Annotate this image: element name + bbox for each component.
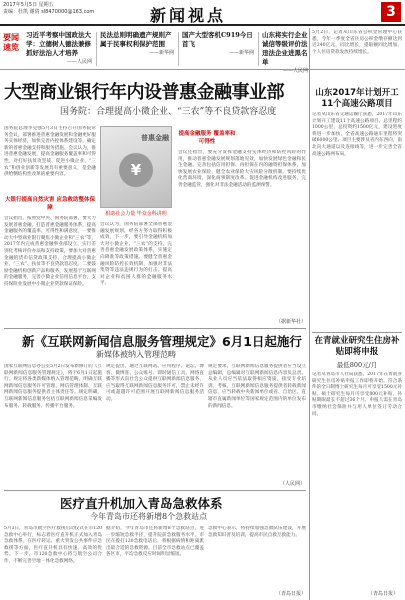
photo-tag: 普惠金融 (141, 133, 169, 142)
section-divider (4, 490, 306, 491)
news-brief-label: 要闻速览 (3, 32, 19, 52)
main-article-body: 会议还指出，要充分发挥金融支持实体经济和防控风险的作用，推动普惠金融发展规划落地见效，加快发展绿色金融和民生金融。完善包括信用担保、再担保在内的融资担保体系，加快发展农业保险，健全农业保险大灾风险分散机制。要持续优化营商环境，深化商事制度改革。促进金融机构改进服务，完善金融监管，强化对非法金融活动的监测预警。 (178, 150, 306, 188)
article2-subhead: 新媒体被纳入管理范畴 (96, 350, 176, 359)
article-source: （人民网） (280, 481, 306, 487)
main-article-body: 会议认为，国务院部署全部普惠金融发展规划，经各方努力取得积极成效。下一步，要引导金融机构加大对小微企业、“三农”的支持，完善普惠金融发展政策体系，实施定向降准等政策措施。要健全普惠金融风险防控长效机制，加强对非法集资等违法违规行为的打击。提高对企业和贫困人群的金融服务水平。 (100, 222, 172, 287)
news-brief-item[interactable] (262, 31, 308, 76)
news-brief-text: 国产大型客机C919今日首飞 (182, 31, 253, 48)
section-title: 新闻视点 (150, 6, 227, 25)
article2-body: 规定提出，通过互联网站、应用程序、论坛、博客、微博客、公众账号、即时通信工具、网络直播等形式向社会公众提供互联网新闻信息服务，应当取得互联网新闻信息服务许可，禁止未经许可或超越许可范围开展互联网新闻信息服务活动。 (106, 364, 204, 402)
page-header (0, 0, 405, 26)
divider (178, 32, 179, 66)
section-divider (312, 332, 402, 333)
news-brief-source: ——新华网 (148, 50, 174, 56)
sidebar-subhead-2: 最低800元/月 (336, 361, 378, 369)
news-brief-item[interactable] (26, 31, 92, 67)
main-article-body: 会议指出，按照党中央、国务院部署，要大力发展普惠金融，打造普惠金融服务体系，提高金融服务的覆盖率、可得性和满意度。一要推动大中型商业银行聚焦小微企业和“三农”等，2017年内完成普惠金融事业部设立，实行差别化考核评价办法和支持政策，要加大对普惠金融的货币信贷政策支持，合理提高小微企业、“三农”、扶贫等不良贷款容忍度。二要鼓励金融机构创新产品和服务，发展基于互联网的金融服务，完善小微企业信用信息平台，支持保险业发展中小微企业贷款保证保险。 (4, 216, 96, 287)
sidebar-body: 5月2日，记者从山东省公积金管理中心获悉，今年一季度全省住房公积金缴存额达到近240亿元，同比增长，提取额同比增加，个人住房贷款发放持续增长。 (312, 30, 402, 55)
sidebar-body: 记者从山东省交通运输厅获悉，2017年山东计划开工建设11个高速公路项目，总里程约1000公里，总投资约1500亿元，建设进度将进一步加快，全省高速公路通车里程将突破6000公里。项目主要涉及省内东西向、南北向大通道以及连接线等，进一步完善全省高速公路网布局。 (312, 112, 402, 157)
news-brief-text: 习近平考察中国政法大学：立德树人德法兼修抓好法治人才培养 (26, 31, 91, 57)
sidebar-headline-1: 山东2017年计划开工11个高速公路项目 (315, 88, 399, 109)
editor-line: 责编：杜凯 谢倩 sl8470000@163.com (3, 9, 95, 15)
sidebar-body: 记者从青岛市人社局获悉，2017年在青就业研究生住房补贴申报工作即将开始。符合条件的全日制博士研究生每月可享受1500元补贴，硕士研究生每月可享受800元补贴，补贴期限最长不超过36个月。申报人需在青岛市缴纳社会保险并与用人单位签订劳动合同。 (312, 372, 402, 417)
article3-subhead: 今年青岛市还将新增8个急救站点 (90, 512, 208, 521)
main-article-body: 国务院总理李克强5月3日主持召开国务院常务会议，部署推进普惠金融发展和金融更好服务实体经济，加快完善内控体系建设等，确定新的普惠金融支持和服务措施。会议认为，推进普惠金融发展，提高金融服务覆盖率和可得性，对打好扶贫攻坚战、促进小微企业、“三农”和创业创新等发展具有重要意义，是金融供给侧结构性改革的重要内容。 (4, 126, 96, 178)
news-brief-text: 山东将实行企业诚信等级评价法违法企业进黑名单 (262, 31, 308, 66)
article-source: （青岛日报） (276, 591, 307, 597)
article2-body: 规定要求，互联网新闻信息服务提供者应当设立总编辑，总编辑对互联网新闻信息内容负总责。从业人员应当依法取得相应资质，接受专业培训、考核。互联网新闻信息服务提供者转载新闻信息，应当转载中央新闻单位或省、自治区、直辖市直属新闻单位等国家规定范围内的单位发布的新闻信息。 (208, 364, 306, 409)
article3-headline: 医疗直升机加入青岛急救体系 (60, 496, 223, 511)
photo-caption: 相助社会力量 毕众金科讲明 (105, 211, 167, 217)
news-brief-item[interactable] (100, 31, 174, 58)
article-source: （据新华社） (276, 319, 307, 325)
news-brief-item[interactable] (182, 31, 254, 58)
pull-quote: 提高金融服务 覆盖率和可得性 (178, 131, 236, 145)
issue-date-line1: 2017年5月5日 星期五 (3, 2, 54, 8)
section-divider (4, 328, 306, 329)
money-bag-icon: ¥ (119, 153, 153, 187)
main-headline: 大型商业银行年内设普惠金融事业部 (4, 82, 284, 103)
article2-body: 国家互联网信息办公室5月2日发布新修订的《互联网新闻信息服务管理规定》，将于6月1日起施行。规定将各类新媒体纳入管理范畴，明确互联网新闻信息服务许可管理、网信管理体制、互联网新闻信息服务提供者主体责任等。规定明确，互联网新闻信息服务包括互联网新闻信息采编发布服务、转载服务、传播平台服务。 (4, 364, 102, 409)
divider (258, 32, 259, 66)
article2-headline: 新《互联网新闻信息服务管理规定》6月1日起施行 (22, 334, 302, 349)
sidebar-headline-2: 在青就业研究生住房补贴即将申报 (314, 336, 400, 357)
news-brief-text: 民法总则明确遗产规则产属于民事权利保护范围 (100, 31, 172, 48)
article3-body: 急救中心表示，将持续加强急救队伍建设，开展急救知识普及培训，提高市民自救互救能力。 (208, 526, 306, 538)
article-source: （青岛日报） (368, 591, 399, 597)
article-photo (100, 126, 172, 208)
issue-date (3, 2, 94, 16)
news-brief-source: ——人民网 (282, 68, 308, 74)
news-brief-source: ——新华网 (228, 50, 254, 56)
main-subhead: 国务院：合理提高小微企业、“三农”等不良贷款容忍度 (60, 107, 277, 117)
pull-quote: 大银行提高自然灾害 应急救助整体保障 (5, 197, 95, 211)
article3-body: 据介绍，今年青岛市还将新增8个急救站点，进一步缩短急救半径，提升院前急救服务水平。市民在拨打120急救电话后，将根据病情和距离派出最合适的急救资源。目前全市急救站点已覆盖各区市，平均急救反应时间明显缩短。 (106, 526, 204, 558)
news-brief-source: ——人民网 (66, 59, 92, 65)
divider (96, 32, 97, 66)
article3-body: 5月3日，青岛市航空医疗救援启动仪式在市120急救中心举行，标志着医疗直升机正式加入青岛急救体系。在医疗转运、重大突发公共事件应急救援等方面，医疗直升机具有快速、高效的优势。下一步，市120急救中心将与航空公司合作，不断完善空地一体化急救网络。 (4, 526, 102, 564)
page-number: 3 (381, 2, 401, 22)
